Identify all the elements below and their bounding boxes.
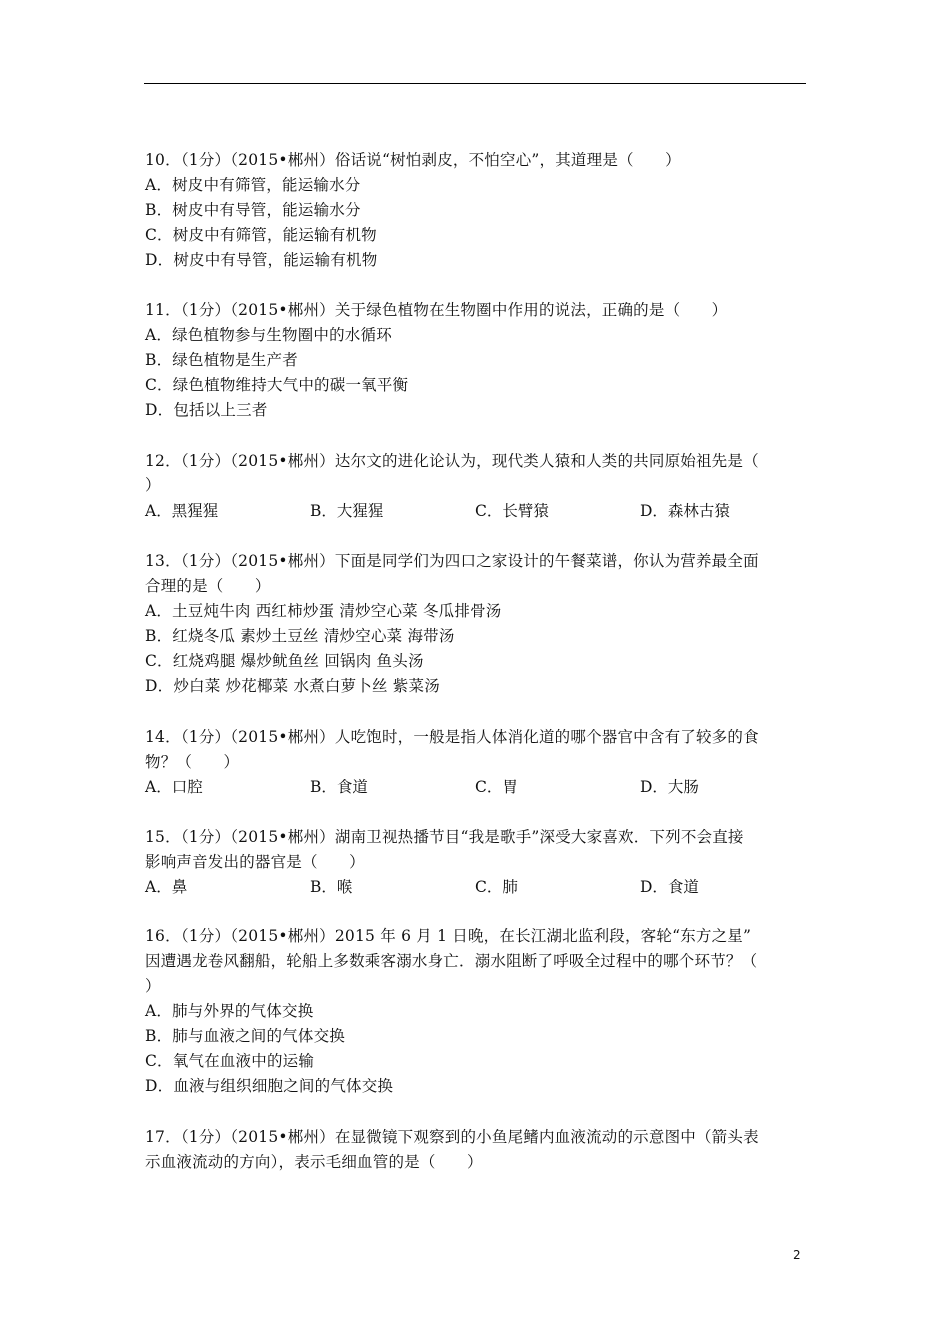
option-d: D．树皮中有导管，能运输有机物 [145,251,378,269]
page-number: 2 [793,1248,801,1262]
header-rule [144,83,806,84]
option-d: D．大肠 [640,778,699,796]
option-b: B．食道 [310,778,368,796]
option-b: B．肺与血液之间的气体交换 [145,1027,345,1045]
question-stem: 17．（1分）（2015•郴州）在显微镜下观察到的小鱼尾鳍内血液流动的示意图中（箭头表 [145,1128,759,1146]
option-c: C．肺 [475,878,518,896]
option-b: B．喉 [310,878,353,896]
option-a: A．树皮中有筛管，能运输水分 [145,176,361,194]
option-a: A．口腔 [145,778,203,796]
option-d: D．炒白菜 炒花椰菜 水煮白萝卜丝 紫菜汤 [145,677,440,695]
question-stem-continued: 因遭遇龙卷风翻船，轮船上多数乘客溺水身亡．溺水阻断了呼吸全过程中的哪个环节？（ [145,952,758,970]
option-b: B．红烧冬瓜 素炒土豆丝 清炒空心菜 海带汤 [145,627,455,645]
option-c: C．氧气在血液中的运输 [145,1052,315,1070]
question-stem-continued: 合理的是（ ） [145,577,271,595]
option-b: B．绿色植物是生产者 [145,351,298,369]
question-stem-continued: ） [145,977,161,995]
question-stem: 10．（1分）（2015•郴州）俗话说“树怕剥皮，不怕空心”，其道理是（ ） [145,151,681,169]
option-d: D．包括以上三者 [145,401,268,419]
option-a: A．鼻 [145,878,188,896]
option-c: C．胃 [475,778,518,796]
question-stem-continued: 示血液流动的方向），表示毛细血管的是（ ） [145,1153,483,1171]
option-a: A．黑猩猩 [145,502,219,520]
option-a: A．绿色植物参与生物圈中的水循环 [145,326,392,344]
question-stem: 15．（1分）（2015•郴州）湖南卫视热播节目“我是歌手”深受大家喜欢．下列不会直接 [145,828,744,846]
question-stem: 12．（1分）（2015•郴州）达尔文的进化论认为，现代类人猿和人类的共同原始祖先是（ [145,452,759,470]
question-stem: 11．（1分）（2015•郴州）关于绿色植物在生物圈中作用的说法，正确的是（ ） [145,301,728,319]
option-c: C．长臂猿 [475,502,549,520]
question-stem-continued: ） [145,476,161,494]
question-stem: 14．（1分）（2015•郴州）人吃饱时，一般是指人体消化道的哪个器官中含有了较多的食 [145,728,759,746]
question-stem: 16．（1分）（2015•郴州）2015 年 6 月 1 日晚，在长江湖北监利段，客轮“东方之星” [145,927,752,945]
option-c: C．树皮中有筛管，能运输有机物 [145,226,377,244]
option-b: B．大猩猩 [310,502,384,520]
question-stem-continued: 物？（ ） [145,753,240,771]
option-c: C．红烧鸡腿 爆炒鱿鱼丝 回锅肉 鱼头汤 [145,652,424,670]
option-b: B．树皮中有导管，能运输水分 [145,201,361,219]
option-d: D．血液与组织细胞之间的气体交换 [145,1077,394,1095]
option-a: A．土豆炖牛肉 西红柿炒蛋 清炒空心菜 冬瓜排骨汤 [145,602,502,620]
question-stem-continued: 影响声音发出的器官是（ ） [145,853,365,871]
option-d: D．森林古猿 [640,502,730,520]
option-d: D．食道 [640,878,699,896]
option-a: A．肺与外界的气体交换 [145,1002,314,1020]
question-stem: 13．（1分）（2015•郴州）下面是同学们为四口之家设计的午餐菜谱，你认为营养最全面 [145,552,759,570]
option-c: C．绿色植物维持大气中的碳一氧平衡 [145,376,409,394]
